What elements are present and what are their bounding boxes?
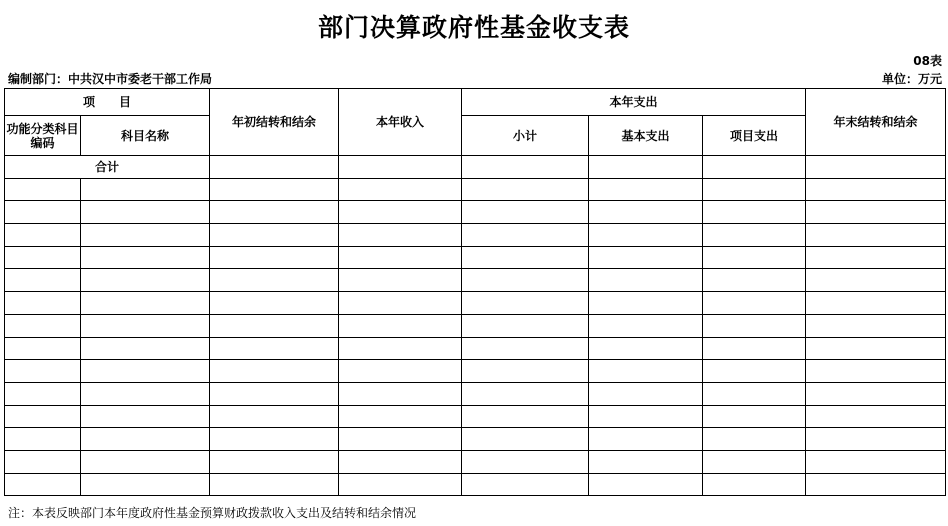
table-cell (462, 360, 589, 383)
table-note: 注：本表反映部门本年度政府性基金预算财政拨款收入支出及结转和结余情况 (8, 506, 417, 520)
table-cell (589, 405, 703, 428)
table-cell (462, 314, 589, 337)
table-cell (589, 473, 703, 496)
table-cell (703, 178, 806, 201)
total-row (5, 156, 946, 179)
table-cell (5, 337, 81, 360)
table-cell (5, 178, 81, 201)
header-subject-name: 科目名称 (81, 116, 210, 156)
table-cell (339, 178, 462, 201)
table-row (5, 473, 946, 496)
table-cell (81, 246, 210, 269)
table-cell (462, 269, 589, 292)
table-cell (462, 246, 589, 269)
table-cell (339, 428, 462, 451)
table-cell (462, 337, 589, 360)
header-income: 本年收入 (339, 89, 462, 156)
table-cell (589, 178, 703, 201)
table-cell (462, 428, 589, 451)
table-cell (339, 246, 462, 269)
table-cell (210, 337, 339, 360)
table-cell (5, 382, 81, 405)
table-cell (589, 337, 703, 360)
table-row (5, 337, 946, 360)
table-cell (589, 450, 703, 473)
header-project-exp: 项目支出 (703, 116, 806, 156)
table-row (5, 269, 946, 292)
table-cell (806, 224, 946, 247)
table-row (5, 224, 946, 247)
table-cell (703, 201, 806, 224)
table-cell (339, 337, 462, 360)
table-cell (339, 382, 462, 405)
table-cell (339, 405, 462, 428)
table-cell (339, 450, 462, 473)
header-closing-balance: 年末结转和结余 (806, 89, 946, 156)
table-cell (806, 201, 946, 224)
table-cell (806, 473, 946, 496)
table-cell (589, 246, 703, 269)
table-body (5, 178, 946, 496)
table-cell (5, 314, 81, 337)
table-cell (5, 473, 81, 496)
table-cell (589, 201, 703, 224)
table-cell (81, 314, 210, 337)
table-cell (806, 428, 946, 451)
table-cell (806, 246, 946, 269)
table-cell (5, 428, 81, 451)
table-cell (81, 337, 210, 360)
table-cell (210, 224, 339, 247)
table-cell (210, 428, 339, 451)
header-item: 项 目 (5, 89, 210, 116)
table-cell (81, 428, 210, 451)
table-cell (5, 246, 81, 269)
table-cell (462, 224, 589, 247)
table-cell (589, 269, 703, 292)
table-cell (339, 224, 462, 247)
table-cell (462, 201, 589, 224)
table-row (5, 178, 946, 201)
table-cell (339, 360, 462, 383)
page-title: 部门决算政府性基金收支表 (317, 13, 630, 42)
table-cell (703, 292, 806, 315)
unit-label: 单位：万元 (881, 72, 942, 86)
table-cell (81, 405, 210, 428)
header-row-2 (5, 116, 946, 156)
table-cell (703, 360, 806, 383)
table-cell (81, 292, 210, 315)
table-cell (703, 450, 806, 473)
table-row (5, 450, 946, 473)
table-cell (462, 382, 589, 405)
table-cell (210, 450, 339, 473)
table-row (5, 201, 946, 224)
header-row-1 (5, 89, 946, 116)
table-cell (703, 269, 806, 292)
table-cell (806, 314, 946, 337)
table-cell (339, 269, 462, 292)
table-cell (806, 337, 946, 360)
total-label: 合计 (5, 156, 210, 179)
table-cell (462, 405, 589, 428)
table-cell (806, 382, 946, 405)
table-row (5, 382, 946, 405)
table-cell (462, 178, 589, 201)
table-cell (589, 360, 703, 383)
table-cell (5, 201, 81, 224)
table-cell (462, 292, 589, 315)
table-cell (5, 360, 81, 383)
table-cell (589, 224, 703, 247)
table-cell (210, 178, 339, 201)
table-cell (589, 314, 703, 337)
table-cell (210, 382, 339, 405)
table-cell (703, 224, 806, 247)
table-cell (806, 178, 946, 201)
table-row (5, 292, 946, 315)
table-cell (589, 428, 703, 451)
table-cell (339, 314, 462, 337)
table-cell (339, 292, 462, 315)
table-cell (589, 292, 703, 315)
table-cell (462, 473, 589, 496)
table-cell (703, 314, 806, 337)
table-cell (210, 201, 339, 224)
header-opening-balance: 年初结转和结余 (210, 89, 339, 156)
table-row (5, 405, 946, 428)
table-cell (806, 450, 946, 473)
table-cell (806, 292, 946, 315)
table-cell (81, 269, 210, 292)
table-cell (210, 246, 339, 269)
table-cell (703, 246, 806, 269)
table-cell (589, 382, 703, 405)
header-basic-exp: 基本支出 (589, 116, 703, 156)
table-row (5, 314, 946, 337)
table-cell (81, 360, 210, 383)
fund-table (4, 88, 946, 496)
table-cell (703, 337, 806, 360)
table-cell (806, 269, 946, 292)
table-cell (210, 269, 339, 292)
table-cell (81, 473, 210, 496)
table-cell (703, 382, 806, 405)
table-cell (5, 450, 81, 473)
table-cell (5, 292, 81, 315)
table-row (5, 428, 946, 451)
table-cell (81, 382, 210, 405)
table-cell (703, 405, 806, 428)
table-row (5, 360, 946, 383)
table-cell (81, 178, 210, 201)
table-cell (339, 201, 462, 224)
table-cell (703, 473, 806, 496)
header-expenditure: 本年支出 (462, 89, 806, 116)
table-cell (210, 314, 339, 337)
table-cell (5, 269, 81, 292)
table-cell (210, 473, 339, 496)
table-cell (81, 224, 210, 247)
table-cell (806, 360, 946, 383)
table-cell (210, 405, 339, 428)
form-number: 08表 (913, 54, 942, 68)
table-cell (703, 428, 806, 451)
header-func-code: 功能分类科目编码 (5, 116, 81, 156)
table-cell (806, 405, 946, 428)
compiling-department: 编制部门：中共汉中市委老干部工作局 (8, 72, 213, 86)
table-row (5, 246, 946, 269)
table-cell (5, 405, 81, 428)
table-cell (5, 224, 81, 247)
table-cell (81, 450, 210, 473)
table-cell (462, 450, 589, 473)
table-cell (81, 201, 210, 224)
header-subtotal: 小计 (462, 116, 589, 156)
table-cell (339, 473, 462, 496)
table-cell (210, 360, 339, 383)
table-cell (210, 292, 339, 315)
